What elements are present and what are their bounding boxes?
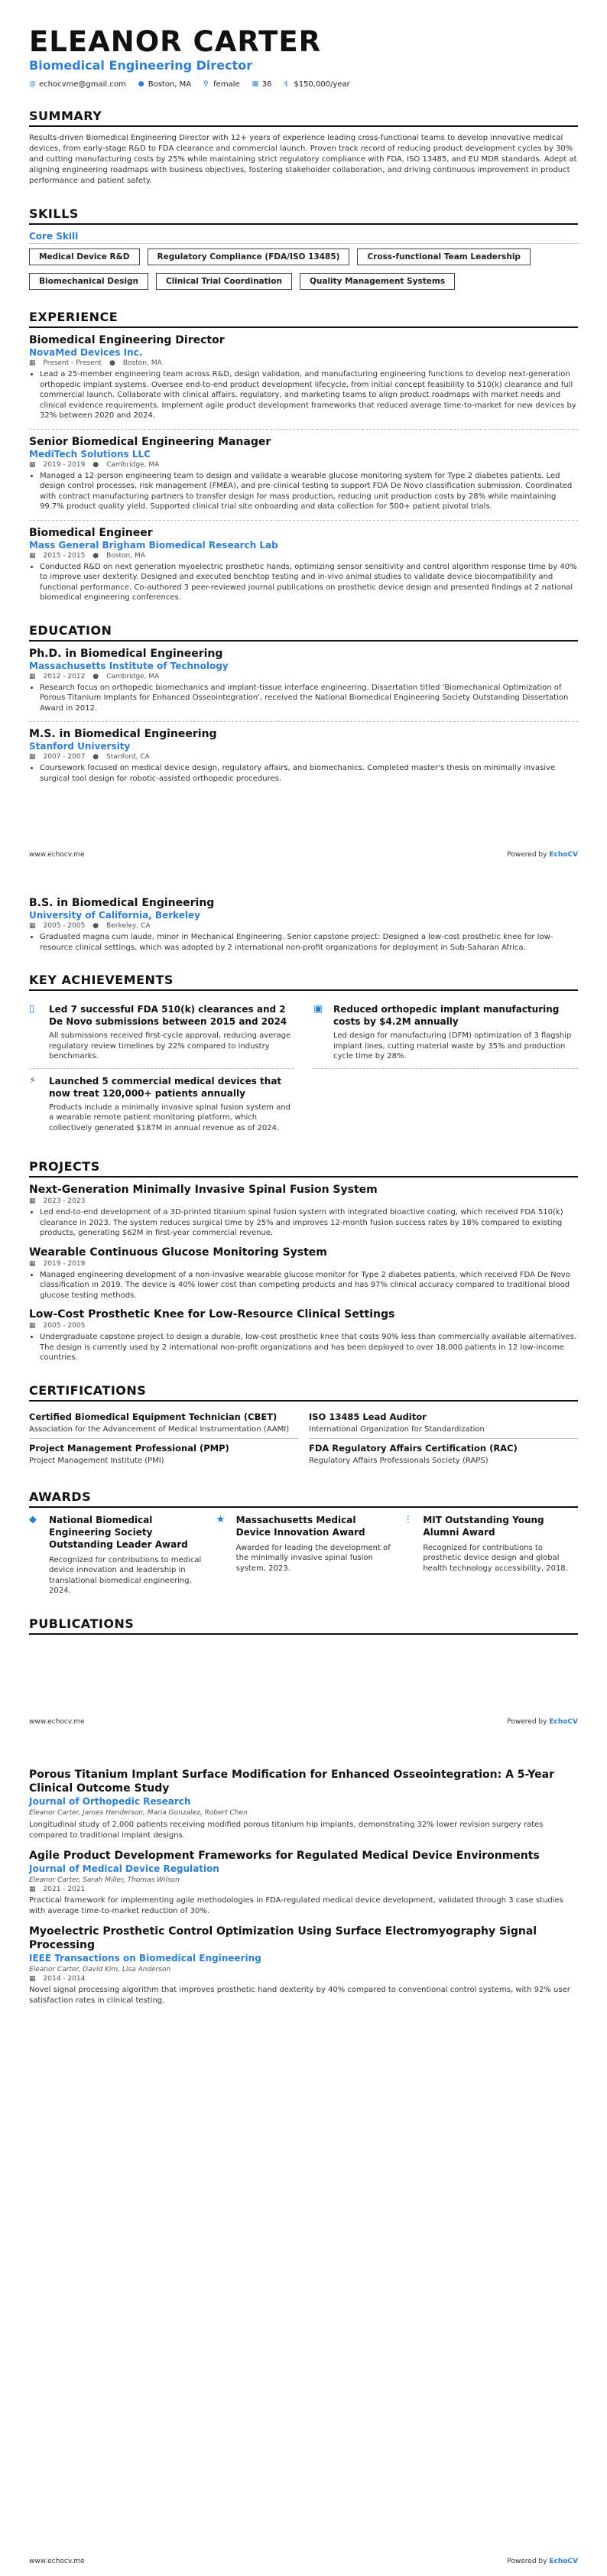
job-meta [29,359,578,367]
job-bullet: • Conducted R&D on next generation myoelectric prosthetic hands, optimizing sensor sensitivity and control algorithm response time by 40% to improve user dexterity. Designed and executed benchtop testing and in-vivo animal studies to validate device biocompatibility and functional performance. Co-authored 3 peer-reviewed journal publications on prosthetic device design and presented findings at 2 national biomedical engineering conferences. [40,562,578,603]
calendar-icon: ▦ [29,460,36,469]
location-icon: ● [138,80,144,88]
achievement-title: Led 7 successful FDA 510(k) clearances and 2 De Novo submissions between 2015 and 2024 [49,1004,287,1027]
calendar-icon: ▦ [29,1197,36,1205]
education-item [29,728,578,784]
pub-authors: Eleanor Carter, Sarah Miller, Thomas Wilson [29,1876,180,1884]
award-title: Massachusetts Medical Device Innovation Award [235,1514,365,1538]
pub-title: Porous Titanium Implant Surface Modification for Enhanced Osseointegration: A 5-Year Clinical Outcome Study [29,1769,555,1795]
contact-age [252,80,272,89]
phone-icon: ▯ [29,1003,35,1015]
contact-salary-text: $150,000/year [294,80,350,89]
divider [29,721,578,722]
contact-email-text: echocvme@gmail.com [39,80,126,89]
location-icon: ● [93,672,99,681]
publication-item [29,1849,578,1917]
cert-issuer: Project Management Institute (PMI) [29,1456,164,1465]
calendar-icon: ▦ [29,1259,36,1268]
job-bullet: • Managed a 12-person engineering team to design and validate a wearable glucose monitoring system for Type 2 diabetes patients. Led design control processes, risk management (FMEA), and pre-clinical testing to support FDA De Novo classification submission. Coordinated with contract manufacturing partners to transfer design for mass production, reducing unit production costs by 28% while maintaining 99.7% product quality yield. Supported clinical trial site onboarding and data collection for 500+ patient pivotal trials. [40,471,578,512]
summary-text: Results-driven Biomedical Engineering Director with 12+ years of experience leading cross-functional teams to develop innovative medical devices, from early-stage R&D to FDA clearance and commercial launch. Proven track record of reducing product development cycles by 30% and cutting manufacturing costs by 25% while maintaining strict regulatory compliance with FDA, ISO 13485, and EU MDR standards. Adept at aligning engineering roadmaps with business objectives, fostering stakeholder collaboration, and driving continuous improvement in product performance and patient safety. [29,134,577,185]
calendar-icon: ▦ [29,1322,36,1330]
candidate-headline: Biomedical Engineering Director [29,58,253,73]
footer-powered-label: Powered by [507,851,547,859]
award-desc: Recognized for contributions to medical device innovation and leadership in translational biomedical engineering, 2024. [49,1555,202,1595]
school-name: Massachusetts Institute of Technology [29,660,229,671]
calendar-icon: ▦ [29,1886,36,1893]
skill-tag: Regulatory Compliance (FDA/ISO 13485) [148,249,350,265]
edu-meta [29,753,578,761]
edu-meta [29,673,578,681]
contact-salary [284,80,349,89]
contact-location [138,80,191,89]
experience-heading: EXPERIENCE [29,310,578,328]
publications-heading: PUBLICATIONS [29,1616,578,1635]
achievement-text: All submissions received first-cycle approval, reducing average regulatory review timelines by 22% compared to industry benchmarks. [49,1031,291,1061]
school-name: Stanford University [29,741,131,752]
award-title: MIT Outstanding Young Alumni Award [423,1514,544,1538]
calendar-icon: ▦ [29,922,36,930]
project-title: Wearable Continuous Glucose Monitoring System [29,1246,327,1259]
calendar-icon: ▦ [29,753,36,761]
page-3 [0,1768,607,2014]
pub-desc: Longitudinal study of 2,000 patients receiving modified porous titanium hip implants, demonstrating 32% lower revision surgery rates compared to traditional implant designs. [29,1821,544,1840]
summary-heading: SUMMARY [29,109,578,127]
edu-location: Berkeley, CA [106,922,151,930]
contact-location-text: Boston, MA [148,80,192,89]
calendar-icon: ▦ [252,80,259,88]
cert-item [29,1439,298,1470]
project-meta [29,1197,578,1205]
footer-powered [507,1718,578,1726]
cert-title: ISO 13485 Lead Auditor [309,1411,427,1422]
contact-email[interactable] [29,80,126,89]
edu-bullet: • Coursework focused on medical device design, regulatory affairs, and biomechanics. Completed master's thesis on minimally invasive surgical tool design for robotic-assisted orthopedic procedures. [40,763,578,784]
page-1 [0,0,607,791]
divider [29,429,578,430]
job-dates: 2019 - 2019 [43,460,86,469]
skill-tag: Cross-functional Team Leadership [357,249,530,265]
experience-item [29,334,578,421]
gender-icon: ♀ [203,80,209,88]
project-dates: 2023 - 2023 [43,1197,86,1205]
pub-publisher: IEEE Transactions on Biomedical Engineering [29,1953,261,1964]
skills-subheading: Core Skill [29,231,578,244]
cert-issuer: International Organization for Standardization [309,1424,485,1434]
achievements-grid [29,997,578,1139]
footer-site[interactable]: www.echocv.me [29,851,85,859]
at-icon: @ [29,80,36,88]
cert-title: Certified Biomedical Equipment Technician (CBET) [29,1411,278,1422]
pub-dates: 2021 - 2021 [43,1886,86,1893]
project-dates: 2019 - 2019 [43,1259,86,1268]
award-desc: Recognized for contributions to prosthetic device design and global health technology accessibility, 2018. [423,1543,568,1573]
pub-authors: Eleanor Carter, James Henderson, Maria Gonzalez, Robert Chen [29,1809,248,1817]
footer-brand[interactable]: EchoCV [549,851,578,859]
publication-item [29,1768,578,1841]
degree-title: M.S. in Biomedical Engineering [29,728,217,740]
cert-issuer: Association for the Advancement of Medical Instrumentation (AAMI) [29,1424,290,1434]
trophy-icon: ◆ [29,1513,37,1525]
job-dates: 2015 - 2015 [43,551,86,560]
contact-gender-text: female [213,80,240,89]
award-item [403,1514,578,1597]
medal-icon: ⋮ [403,1513,414,1525]
page-footer [0,851,607,859]
cert-item [29,1408,298,1439]
calendar-icon: ▦ [29,359,36,367]
footer-powered [507,851,578,859]
job-company: MediTech Solutions LLC [29,448,151,460]
calendar-icon: ▦ [29,672,36,681]
education-item [29,648,578,714]
job-title: Biomedical Engineer [29,526,153,539]
education-item [29,897,578,953]
project-item [29,1184,578,1239]
award-desc: Awarded for leading the development of the minimally invasive spinal fusion system, 2023. [235,1543,391,1573]
skill-tag: Quality Management Systems [300,273,455,290]
job-title: Biomedical Engineering Director [29,334,225,346]
job-company: NovaMed Devices Inc. [29,347,143,358]
contact-age-text: 36 [261,80,272,89]
publication-item [29,1925,578,2006]
edu-bullet: • Graduated magna cum laude, minor in Mechanical Engineering. Senior capstone project: Designed a low-cost prosthetic knee for low-resource clinical settings, which was adopted by 2 international non-profit organizations for deployment in Sub-Saharan Africa. [40,932,578,953]
achievement-title: Launched 5 commercial medical devices that now treat 120,000+ patients annually [49,1075,282,1099]
pub-meta [29,1886,578,1893]
location-icon: ● [109,359,115,367]
footer-powered-label: Powered by [507,2558,547,2565]
star-icon: ★ [216,1513,226,1525]
awards-heading: AWARDS [29,1489,578,1508]
edu-dates: 2005 - 2005 [43,922,86,930]
edu-location: Cambridge, MA [106,672,160,681]
project-bullet: • Undergraduate capstone project to design a durable, low-cost prosthetic knee that costs 90% less than commercially available alternatives. The design is currently used by 2 international non-profit organizations and has been deployed to over 18,000 patients in 12 low-income countries. [40,1332,578,1363]
cert-title: Project Management Professional (PMP) [29,1442,229,1454]
job-company: Mass General Brigham Biomedical Research Lab [29,539,278,551]
candidate-name: ELEANOR CARTER [29,25,322,58]
briefcase-icon: ▣ [313,1003,323,1015]
pub-meta [29,1975,578,1983]
project-item [29,1308,578,1363]
calendar-icon: ▦ [29,551,36,560]
pub-title: Agile Product Development Frameworks for Regulated Medical Device Environments [29,1850,540,1862]
job-location: Cambridge, MA [106,460,160,469]
edu-meta [29,922,578,930]
cert-item [309,1439,578,1470]
achievements-heading: KEY ACHIEVEMENTS [29,973,578,991]
award-title: National Biomedical Engineering Society Outstanding Leader Award [49,1514,188,1550]
footer-site[interactable]: www.echocv.me [29,2558,85,2565]
job-meta [29,461,578,469]
cert-title: FDA Regulatory Affairs Certification (RAC) [309,1442,518,1454]
achievement-item [29,997,294,1069]
pub-dates: 2014 - 2014 [43,1975,86,1983]
achievement-item [29,1069,294,1140]
project-meta [29,1260,578,1268]
job-dates: Present - Present [43,359,102,367]
calendar-icon: ▦ [29,1975,36,1983]
award-item [29,1514,204,1597]
project-title: Low-Cost Prosthetic Knee for Low-Resource Clinical Settings [29,1308,395,1320]
project-meta [29,1322,578,1330]
edu-location: Stanford, CA [106,753,150,761]
cert-item [309,1408,578,1439]
certifications-heading: CERTIFICATIONS [29,1383,578,1402]
pub-title: Myoelectric Prosthetic Control Optimization Using Surface Electromyography Signal Processing [29,1925,537,1951]
footer-brand[interactable]: EchoCV [549,2558,578,2565]
location-icon: ● [93,753,99,761]
location-icon: ● [93,551,99,560]
project-bullet: • Led end-to-end development of a 3D-printed titanium spinal fusion system with integrated bioactive coating, which received FDA 510(k) clearance in 2023. The system reduces surgical time by 25% and improves 12-month fusion success rates by 18% compared to existing products, generating $62M in first-year commercial revenue. [40,1207,578,1239]
achievement-item [313,997,578,1069]
edu-dates: 2007 - 2007 [43,753,86,761]
degree-title: B.S. in Biomedical Engineering [29,897,215,909]
pub-desc: Practical framework for implementing agile methodologies in FDA-regulated medical device development, validated through 3 case studies with average time-to-market reduction of 30%. [29,1896,563,1915]
pub-publisher: Journal of Orthopedic Research [29,1796,191,1807]
skill-tag: Biomechanical Design [29,273,148,290]
skills-tags [29,249,578,290]
achievement-text: Products include a minimally invasive spinal fusion system and a wearable remote patient monitoring platform, which collectively generated $187M in annual revenue as of 2024. [49,1103,291,1132]
contact-gender [203,80,239,89]
job-location: Boston, MA [106,551,145,560]
job-location: Boston, MA [122,359,162,367]
cert-issuer: Regulatory Affairs Professionals Society (RAPS) [309,1456,489,1465]
school-name: University of California, Berkeley [29,910,200,921]
skill-tag: Clinical Trial Coordination [156,273,292,290]
achievement-text: Led design for manufacturing (DFM) optimization of 3 flagship implant lines, cutting material waste by 35% and production cycle time by 28%. [333,1031,572,1061]
project-item [29,1246,578,1301]
location-icon: ● [93,460,99,469]
footer-powered [507,2558,578,2565]
pub-desc: Novel signal processing algorithm that improves prosthetic hand dexterity by 40% compared to conventional control systems, with 92% user satisfaction rates in clinical testing. [29,1986,570,2005]
awards-grid [29,1514,578,1597]
pub-publisher: Journal of Medical Device Regulation [29,1863,219,1874]
project-dates: 2005 - 2005 [43,1322,86,1330]
project-bullet: • Managed engineering development of a non-invasive wearable glucose monitor for Type 2 diabetes patients, which received FDA De Novo classification in 2019. The device is 40% lower cost than competing products and has 97% clinical accuracy compared to traditional blood glucose testing methods. [40,1270,578,1301]
project-title: Next-Generation Minimally Invasive Spinal Fusion System [29,1184,378,1196]
achievement-title: Reduced orthopedic implant manufacturing costs by $4.2M annually [333,1004,560,1027]
pub-authors: Eleanor Carter, David Kim, Lisa Anderson [29,1966,171,1973]
projects-heading: PROJECTS [29,1159,578,1178]
footer-site[interactable]: www.echocv.me [29,1718,85,1726]
location-icon: ● [93,922,99,930]
page-footer [0,2558,607,2565]
job-title: Senior Biomedical Engineering Manager [29,435,271,448]
money-icon: $ [284,80,289,88]
skills-heading: SKILLS [29,206,578,225]
edu-dates: 2012 - 2012 [43,672,86,681]
degree-title: Ph.D. in Biomedical Engineering [29,647,223,660]
certifications-grid [29,1408,578,1470]
footer-brand[interactable]: EchoCV [549,1718,578,1726]
footer-powered-label: Powered by [507,1718,547,1726]
job-bullet: • Lead a 25-member engineering team across R&D, design validation, and manufacturing engineering functions to develop next-generation orthopedic implant systems. Oversee end-to-end product development lifecycle, from initial concept feasibility to 510(k) clearance and full commercial launch. Collaborate with clinical affairs, regulatory, and marketing teams to align product roadmaps with market needs and clinical evidence requirements. Implement agile product development frameworks that reduced average time-to-market for new devices by 32% between 2020 and 2024. [40,369,578,421]
contact-bar [29,80,578,89]
skill-tag: Medical Device R&D [29,249,140,265]
edu-bullet: • Research focus on orthopedic biomechanics and implant-tissue interface engineering. Dissertation titled 'Biomechanical Optimization of Porous Titanium Implants for Enhanced Osseointegration', received the National Biomedical Engineering Society Outstanding Dissertation Award in 2012. [40,683,578,714]
education-heading: EDUCATION [29,623,578,642]
experience-item [29,436,578,512]
award-item [216,1514,391,1597]
page-footer [0,1718,607,1726]
bolt-icon: ⚡ [29,1074,37,1087]
divider [29,520,578,521]
experience-item [29,527,578,603]
page-2 [0,897,607,1641]
job-meta [29,552,578,560]
